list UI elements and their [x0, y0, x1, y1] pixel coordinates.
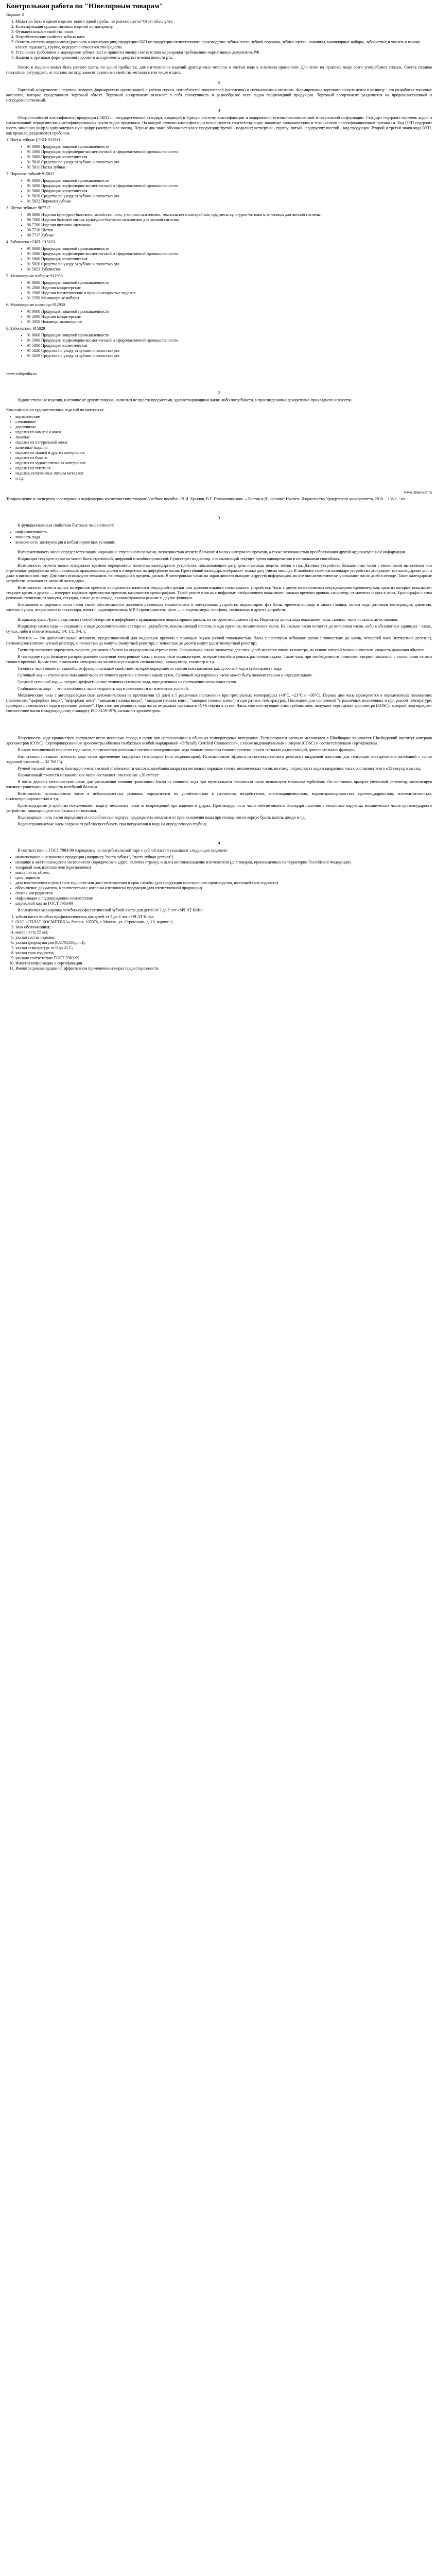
okp-code: • 91 5820 Средства по уходу за зубами и полостью рта: [27, 194, 432, 199]
answer-paragraph: Тахиметр позволяет определить скорость движения объекта на определенном отрезке пути. Специальная шкала тахиметра для этих целей является шкала тахиметра, на основе которой можно вычислить скорость движения объекта.: [18, 647, 425, 652]
material-item: • изделия, полученные литьем металлов: [15, 471, 432, 476]
labeling-requirement: • дата изготовления и (или) срок годности или дата изготовления и срок службы (для продукции иностранного производства, имеющей срок годности): [15, 880, 432, 886]
labeling-sample-item: 5. указан состав изделия;: [15, 935, 432, 940]
material-item: • керамические: [15, 414, 432, 419]
okp-code: • 91 2000 Изделия кондитерские: [27, 314, 432, 319]
answer-paragraph: В очень дорогих механических часах для уменьшения влияния гравитации Земли на точность хода при вертикальном положении часов используют механизм турбийона. Он постоянно вращает спусковой регулятор, компенсируя влияние гравитации на скорость колебаний баланса.: [6, 779, 432, 789]
okp-code-group: [6, 178, 432, 204]
material-item: • лаковые: [15, 435, 432, 440]
okp-code: • 91 2900 Изделия косметические и прочие сахаристые изделия: [27, 291, 432, 296]
labeling-requirements-list: [6, 855, 432, 906]
answer-paragraph: Водонепроницаемые часы сохраняют работоспособность при погружении в воду на определенную глубину.: [18, 821, 207, 826]
okp-code-group: [6, 246, 432, 272]
okp-code: • 96 7700 Изделия щетинно-щеточные: [27, 223, 432, 228]
labeling-sample-item: 2. ООО «СПЛАТ-КОСМЕТИКА» Россия, 107076, г. Москва, ул. Стромынка, д. 19, корпус 1;: [15, 920, 432, 925]
labeling-requirement: • обозначение документа, в соответствии с которым изготовлена продукция (для отечественной продукции): [15, 886, 432, 891]
material-item: • изделия из натуральной кожи: [15, 440, 432, 445]
question: 2. Классификация художественных изделий по материалу.: [15, 24, 432, 29]
okp-code: • 91 0000 Продукция пищевой промышленности: [27, 333, 432, 338]
labeling-sample-item: 1. зубная паста лечебно-профилактическая для детей от 3 до 8 лет «SPLAT Kids»;: [15, 914, 432, 920]
answer-paragraph: В последние годы большую распространение получили электронные часы с встроенным компьютером, которые способны решать различные задачи. Такие часы при необходимости позволяют сверять показания с эталонными часами точного времени. Кроме того, в комплект электронных часов могут входить сигнализатор, калькулятор, тахиметр и т.д.: [6, 654, 432, 664]
function-item: • информативность: [15, 530, 432, 535]
answer-paragraph: Погрешность хода хронометров составляет всего несколько секунд в сутки при использовании в обычных температурных интервалах. Тестированием часовых механизмов в Швейцарии занимается Швейцарский институт контроля хронометров (COSC). Сертифицированные хронометры обязаны снабжаться особой маркировкой «Officially Certified Chronometer», а также индивидуальным номером (COSC) и соответствующим сертификатом.: [6, 735, 432, 745]
answer-paragraph: Средний суточный ход — среднее арифметическое величин суточного хода, определенных на протяжении нескольких суток.: [18, 679, 237, 684]
answer-paragraph: В соответствии с ГОСТ 7983-99 маркировку на потребительской таре с зубной пастой указывают следующие сведения:: [18, 848, 228, 853]
labeling-sample-item: 10. Имеется информация о сертификации: [15, 961, 432, 966]
answer-paragraph: Водозащищенность часов определяется способностью корпуса предохранять механизм от проникновения воды при попадании на корпус брызг, капель дождя и т.д.: [18, 815, 306, 820]
answer-paragraph: Возможность отсчета малых интервалов времени определяется наличием календарного устройства, показывающего дату, день и месяцы недели, месяц и год. Датовые устройства большинства часов с механизмом выполнены или стрелочные циферблаты либо с помощью вращающихся дисков в отверстиях на циферблате часов. Простейший календарь отображает только дату (число месяца). В наиболее сложном календаре устройство отображает все календарные дни и даже в високосном году. Для этого используют механизм, переводящий в пределы дисков. В электронных часах на экран дисплея выводят и другую информацию, но все они автоматически учитывают число дней в месяце. Такие календарные устройства называются «вечный календарь».: [6, 563, 432, 583]
material-item: • стеклянные: [15, 419, 432, 425]
question: 7. Выделить признаки формирования торгового ассортимента средств гигиены полости рта.: [15, 55, 432, 60]
question: 3. Функциональные свойства часов.: [15, 29, 432, 35]
section-number: 5: [218, 80, 220, 85]
labeling-sample-item: 8. указан срок годности;: [15, 951, 432, 956]
labeling-requirement: • штриховой код по ГОСТ 7983-99: [15, 901, 432, 906]
material-item: • изделия из камней и кожи: [15, 430, 432, 435]
okp-code: • 96 0000 Изделия культурно-бытового, хозяйственного, учебного назначения, текстильно-галантерейные, предметы культурно-бытового, отличных для личной гигиены: [27, 212, 432, 217]
question: 4. Потребительские свойства зубных паст.: [15, 35, 432, 40]
okp-code-list: [6, 138, 432, 359]
material-item: • изделия из художественных материалов: [15, 461, 432, 466]
labeling-sample-item: 3. знак обслуживания;: [15, 925, 432, 930]
labeling-requirement: • название и местонахождение изготовителя (юридический адрес, включая страну), и (или) местонахождение изготовителя (для товаров, произведенных на территории Российской Федерации): [15, 860, 432, 865]
answer-paragraph: Нормативный точности механических часов составляет: отклонение ±20 сут/сут.: [18, 772, 160, 777]
okp-code: • 91 5000 Продукция парфюмерно-косметической и эфиромасличной промышленности: [27, 149, 432, 155]
answer-paragraph: Суточный ход — отклонение показаний часов от точного времени в течение одних суток. Суточный ход наручных часов может быть положительным и отрицательным.: [18, 672, 313, 677]
labeling-sample-list: [6, 914, 432, 971]
material-list: [6, 414, 432, 481]
okp-code: • 91 5823 Зубочистки: [27, 267, 432, 272]
okp-code: • 91 5000 Продукция парфюмерно-косметической и эфиромасличной промышленности: [27, 338, 432, 343]
function-list: [6, 530, 432, 545]
answer-paragraph: Индикатор запаса хода — индикатор в виде дополнительного сектора на циферблате, показывающий степень завода пружины механических часов. На сколько часов остается до остановки часов, либо в абсолютных единицах - часах, сутках, либо в относительных: 1/4, 1/2, 3/4, 1.: [6, 623, 432, 634]
labeling-sample-item: 6. указан фторид натрия (0,05%(500ppm));: [15, 940, 432, 945]
labeling-sample-item: 7. указан температуре от 0 до 25 С;: [15, 945, 432, 951]
answer-paragraph: Репетир — это дополнительный механизм, предназначенный для индикации времени с помощью звуков разной тональностью. Часы с репетиром отбивают время с точностью: до часов, четвертей часа (четвертной репетир), пятиминуток (пятиминутный репетир), с точностью до минуты (минутный репетир), с точностью до десяти минут (десятиминутный репетир).: [6, 635, 432, 646]
answer-paragraph: Информативность часов определяется видом индикации: стрелочного времени, возможностью отсчета больших и малых интервалов времени, а также возможностью преобразования другой аудиовизуальной информации.: [18, 549, 406, 554]
variant-label: Вариант 2: [6, 12, 24, 17]
okp-code: • 91 5810 Средства по уходу за зубами и полостью рта: [27, 160, 432, 165]
source-link: www.znatovar.ru: [404, 489, 432, 495]
function-item: • точность хода: [15, 535, 432, 540]
okp-code: • 91 5800 Продукция косметическая: [27, 343, 432, 348]
question: 1. Может ли быть в одном изделии золото одной пробы, но разного цвета? Ответ обоснуйте.: [15, 19, 432, 24]
okp-code: • 96 7717 Зубные: [27, 233, 432, 238]
answer-paragraph: Общероссийский классификатор продукции (ОКП) — государственный стандарт, входящий в Единую систему классификации и кодирования технико-экономической и социальной информации. Стандарт содержит перечень кодов и наименований иерархически классифицированных групп видов продукции. На каждой ступени классификации используются соответствующие значимые экономическим и техническим классификационным признакам. Код ОКП содержит шесть значащих цифр и одну контрольную цифру (контрольное число). Первые два знака обозначают класс продукции; третий - подкласс; четвертый - группу; пятый - подгруппу; шестой - вид продукции. Второй и третий знаки кода ОКП, как правило, разделяются пробелом.: [6, 115, 432, 135]
okp-code: • 91 5820 Средства по уходу за зубами и полостью рта: [27, 262, 432, 267]
okp-code: • 96 7710 Щетки: [27, 228, 432, 233]
okp-code: • 91 5800 Продукция косметическая: [27, 189, 432, 194]
answer-paragraph: Художественные изделия, в отличие от других товаров, являются не просто предметами, удовлетворяющими какие-либо потребности, а произведениями декоративно-прикладного искусства.: [18, 397, 353, 402]
answer-paragraph: Повышение информативности часов также обеспечивается наличием различных механических и электронных устройств, индикаторов: фаз Луны, времени восхода и заката Солнца, запаса хода, датчиков температуры, давления, частоты пульса, встроенного калькулятора, памяти, радиоприемника, MP-3 проигрывателя, фото — и видеокамеры, телефона, сигнальных и других устройств.: [6, 602, 432, 612]
okp-code: • 91 0000 Продукция пищевой промышленности: [27, 178, 432, 183]
labeling-sample-item: 9. указано соответствие ГОСТ 7983-99: [15, 956, 432, 961]
material-item: • изделия из текстиля: [15, 466, 432, 471]
labeling-sample-item: 11. Имеются рекомендации об эффективном применении и мерах предосторожности.: [15, 966, 432, 971]
answer-paragraph: Точность часов является важнейшим функциональным свойством, которое определяется такими показателями, как суточный ход и стабильность хода.: [18, 666, 283, 671]
function-item: • возможность эксплуатации в неблагоприятных условиях: [15, 540, 432, 545]
material-item: • каменные изделия: [15, 445, 432, 450]
answer-paragraph: В часах повышенной точности хода часов, применяются различные системы синхронизации хода точным сигналом точного времени, прием сигналов радиостанций, дополнительные функции.: [18, 747, 356, 752]
okp-item-label: 4. Зубочистки ОКП: 915823: [6, 239, 55, 244]
okp-code: • 91 5811 Пасты зубные: [27, 165, 432, 170]
okp-code-group: [6, 212, 432, 238]
labeling-requirement: • список ингредиентов: [15, 891, 432, 896]
okp-item-label: 6. Маникюрные ножницы 912950: [6, 302, 65, 307]
answer-paragraph: Индикация текущего времени может быть стрелочной, цифровой и комбинированной. Существует индикатор, показывающий текущее время одновременно и несколькими способами.: [18, 556, 340, 561]
material-item: • изделия из бумаги: [15, 455, 432, 461]
source-link: www.wikipedia.ru: [6, 371, 37, 376]
answer-paragraph: Стабильность хода — это способность часов сохранять ход в зависимости от изменения условий.: [18, 686, 189, 691]
okp-item-label: 5. Маникюрные наборы: 912950: [6, 273, 63, 278]
okp-code-group: [6, 333, 432, 359]
labeling-sample-item: 4. масса нетто 55 мл;: [15, 930, 432, 935]
okp-item-label: 2. Порошок зубной: 915822: [6, 171, 55, 176]
labeling-requirement: • срок годности: [15, 875, 432, 880]
answer-paragraph: К функциональным свойствам бытовых часов относят:: [18, 522, 114, 528]
material-item: • изделия из тканей и других материалов: [15, 450, 432, 455]
okp-code: • 91 5822 Порошки зубные: [27, 199, 432, 204]
okp-code: • 91 0000 Продукция пищевой промышленности: [27, 309, 432, 314]
section-number: 3: [218, 515, 220, 520]
answer-paragraph: Противоударные устройства обеспечивают защиту механизма часов от повреждений при падении и ударах. Противоударность часов обеспечивается благодаря наличию в механизме наручных механических часов противоударного устройства, защищающего оси баланса от поломки.: [6, 803, 432, 813]
answer-paragraph: Возможность использования часов в неблагоприятных условиях определяется их устойчивостью к различным воздействиям, влагозащищенностью, водонепроницаемостью, противоударностью, антимагнитностью, пыленепроницаемостью и т.д.: [6, 791, 432, 801]
okp-code: • 91 2000 Изделия кондитерские: [27, 285, 432, 291]
section-number: 4: [218, 840, 220, 845]
okp-code: • 91 5800 Продукция косметическая: [27, 257, 432, 262]
bibliography-entry: Товароведение и экспертиза ювелирных и парфюмерно-косметических товаров: Учебное пособие / В.И. Крылов, В.Г. Положишникова. – Ростов н/Д : Феникс; Ижевск: Издательство Удмуртского университета, 2010. - 136 с. : ил.: [6, 496, 406, 501]
okp-item-label: 3. Щетки зубные: 967717: [6, 205, 50, 210]
okp-code-group: [6, 280, 432, 301]
section-number: 4: [218, 108, 220, 113]
answer-paragraph: Ручной часовой механизм, благодаря очень высокой стабильности частоты, колебания кварца на несколько порядков точнее механических часов, поэтому погрешность хода в кварцевых часах составляет всего ±15 секунд в месяц.: [18, 766, 421, 771]
okp-code: • 91 2950 Ножницы маникюрные: [27, 319, 432, 325]
document-title: Контрольная работа по "Ювелирным товарам": [6, 3, 164, 10]
answer-paragraph: Торговый ассортимент - перечень товаров, формируемых организацией с учётом спроса, потребностей покупателей (населения) и специализации магазина. Формирование торгового ассортимента в розницу - это разработка торговых каталогов, которые представляют торговый объект. Торговый ассортимент включает в себя совокупность и разнообразие всех видов парфюмерной продукции. Торговый ассортимент разделяется на продовольственный и непродовольственный.: [6, 87, 432, 103]
section-number: 2: [218, 390, 220, 395]
okp-code: • 96 7000 Изделия бытовой химии, культурно-бытового назначения для личной гигиены: [27, 217, 432, 223]
okp-item-label: 1. Пасты зубные (ОКП: 915811 -: [6, 137, 63, 142]
answer-paragraph: Классификация художественных изделий по материалу:: [6, 407, 104, 412]
answer-paragraph: Механические часы с автоподзаводом (или автоматические) на протяжении 15 дней в 5 различных положениях при трех разных температурах (+8°С, +23°С и +38°С). Первые дни часы проверяются в определенных положениях (положения: "циферблат вверх", "циферблат вниз", "заводная головка вверх", "заводная головка вниз", "заводная головка влево") и при разных температурах. Последние дни положений "в различных положениях и при разной температуре, проверка правильности хода в суточном режиме". При этом погрешность хода часов не должна превышать -4/+6 секунд в сутки. Часы, соответствующие этим требованиям, получают сертификат хронометра (COSC), который подтверждает соответствие часов международному стандарту ISO 3159-1976, называют хронометром.: [6, 692, 432, 713]
okp-item-label: 6. Зубочистки: 915829: [6, 326, 45, 331]
document-page: [0, 0, 436, 973]
okp-code: • 91 5829 Средства по уходу за зубами и полостью рта: [27, 353, 432, 359]
okp-code: • 91 0000 Продукция пищевой промышленности: [27, 246, 432, 251]
okp-code: • 91 0000 Продукция пищевой промышленности: [27, 144, 432, 149]
okp-code: • 91 5820 Средства по уходу за зубами и полостью рта: [27, 348, 432, 353]
okp-code: • 91 0000 Продукция пищевой промышленности: [27, 280, 432, 285]
labeling-requirement: • масса нетто, объем;: [15, 870, 432, 875]
labeling-requirement: • информация о подтверждении соответствия: [15, 896, 432, 901]
answer-paragraph: Исследуемая маркировка лечебно-профилактической зубной пасты для детей от 3 до 8 лет «SPLAT Kids»:: [18, 907, 204, 912]
labeling-requirement: • наименование и назначение продукции (например "паста зубная", "паста зубная детская"): [15, 855, 432, 860]
questions-list: [6, 19, 432, 60]
okp-code-group: [6, 144, 432, 170]
okp-code: • 91 5000 Продукция парфюмерно-косметической и эфиромасличной промышленности: [27, 251, 432, 257]
answer-paragraph: Возможность отсчета малых интервалов времени определяется наличием секундной стрелки или дополнительного специального устройства. Часы с двумя независимыми секундомерами-хронометрами, одна из которых показывает текущее время, а другая — измеряет короткие промежутки времени, называются хронографами. Такой режим в часах с цифровым отображением показывает, сколько времени прошло, например, от момента старта в часы. Хронографы с этим режимом отсчитывают минуты, секунды, сотые доли секунд, хронометражном режиме и другие функции.: [6, 585, 432, 600]
question: 5. Описать систему кодирования (раскрыть классификацию) продукции ОКП по продукции отечественного производства: зубная паста, зубной порошок, зубные щетки, ножницы, маникюрные наборы, зубочистки; и указать к какому классу, подклассу, группе, подгруппе относятся эти средства.: [15, 40, 432, 50]
answer-paragraph: Индикатор фазы Луны представляет собой отверстие в циферблате с вращающимся индикаторным диском, на котором изображена Луна. Индикатор запаса хода показывает часы, сколько часов осталось до остановки.: [18, 617, 398, 622]
okp-code: • 91 2950 Маникюрные наборы: [27, 296, 432, 301]
okp-code: • 91 5000 Продукция парфюмерно-косметической и эфиромасличной промышленности: [27, 183, 432, 189]
labeling-requirement: • товарный знак изготовителя (при наличии): [15, 865, 432, 870]
okp-code-group: [6, 309, 432, 325]
answer-paragraph: Золото в изделии может быть разного цвета, но одной пробы: т.к. для изготовления изделий драгоценных металлы в чистом виде в основном применяют. Для этого на практике чаще всего употребляют сплавы. Состав сплавов показатели регулируют, от состава лигатур зависят различные свойства металла в том числе и цвет.: [6, 64, 432, 75]
okp-code: • 91 5800 Продукция косметическая: [27, 155, 432, 160]
material-item: • деревянные: [15, 425, 432, 430]
question: 6. Установить требования к маркировке зубных паст и привести оценку соответствия маркировки требованиям нормативных документов РФ.: [15, 50, 432, 55]
material-item: • и т.д.: [15, 476, 432, 481]
answer-paragraph: Значительно повышает точность хода часов применение кварцевых генераторов (или осцилляторов). Использование эффекта пьезоэлектрического резонанса кварцевой пластины для генерации электрических колебаний с точно заданной частотой — 32 768 Гц.: [6, 754, 432, 764]
